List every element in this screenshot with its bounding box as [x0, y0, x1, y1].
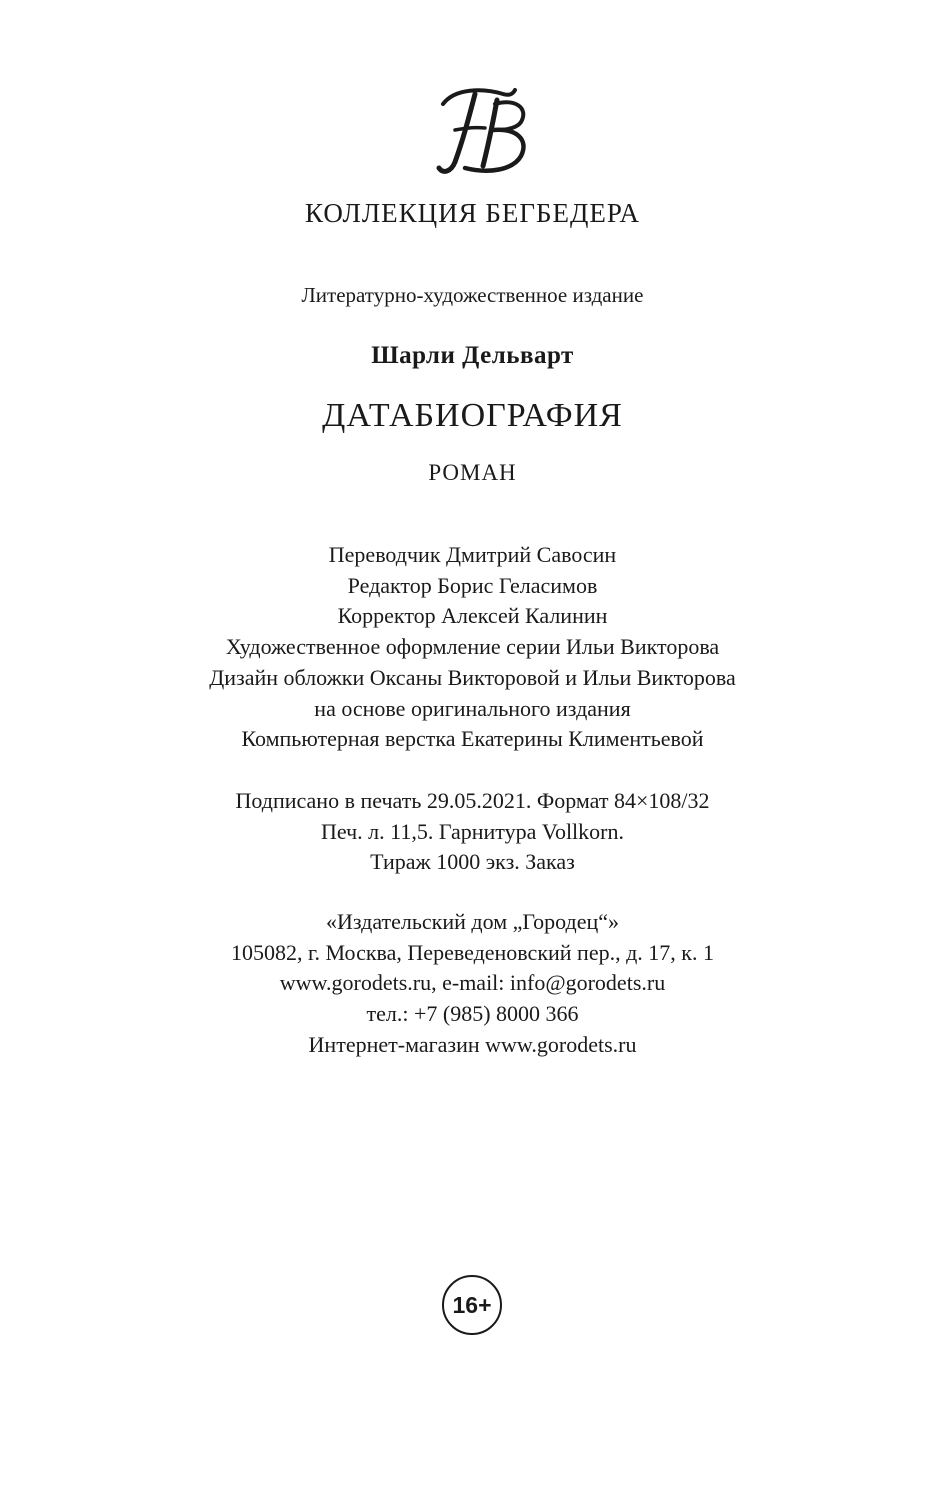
- credit-line: Переводчик Дмитрий Савосин: [328, 542, 617, 567]
- credit-line: Художественное оформление серии Ильи Викторова: [225, 634, 720, 660]
- credit-line: на основе оригинального издания: [314, 695, 631, 721]
- edition-type: Литературно-художественное издание: [301, 283, 644, 307]
- author-name: Шарли Дельварт: [371, 342, 574, 369]
- publisher-phone: тел.: +7 (985) 8000 366: [366, 1001, 579, 1027]
- credit-line: Дизайн обложки Оксаны Викторовой и Ильи Викторова: [209, 664, 736, 690]
- credits-block: [0, 540, 945, 755]
- publisher-web-email: www.gorodets.ru, e-mail: info@gorodets.ru: [279, 970, 666, 996]
- printing-line: Тираж 1000 экз. Заказ: [370, 849, 575, 875]
- credit-line: Редактор Борис Геласимов: [347, 572, 598, 598]
- credit-line: Корректор Алексей Калинин: [337, 603, 608, 629]
- age-rating-badge: 16+: [442, 1275, 502, 1335]
- book-title: ДАТАБИОГРАФИЯ: [322, 397, 623, 434]
- credit-line: Компьютерная верстка Екатерины Климентьевой: [241, 726, 704, 752]
- publisher-info-block: [0, 907, 945, 1061]
- printing-line: Печ. л. 11,5. Гарнитура Vollkorn.: [320, 818, 624, 844]
- publisher-address: 105082, г. Москва, Переведеновский пер., д. 17, к. 1: [231, 939, 714, 965]
- printing-line: Подписано в печать 29.05.2021. Формат 84×108/32: [235, 788, 710, 813]
- printing-info-block: [0, 786, 945, 878]
- publisher-name: «Издательский дом „Городец“»: [325, 909, 620, 934]
- series-name: КОЛЛЕКЦИЯ БЕГБЕДЕРА: [305, 198, 640, 228]
- fb-monogram-logo-icon: [425, 82, 535, 182]
- genre-label: РОМАН: [428, 460, 517, 485]
- publisher-shop: Интернет-магазин www.gorodets.ru: [308, 1031, 637, 1057]
